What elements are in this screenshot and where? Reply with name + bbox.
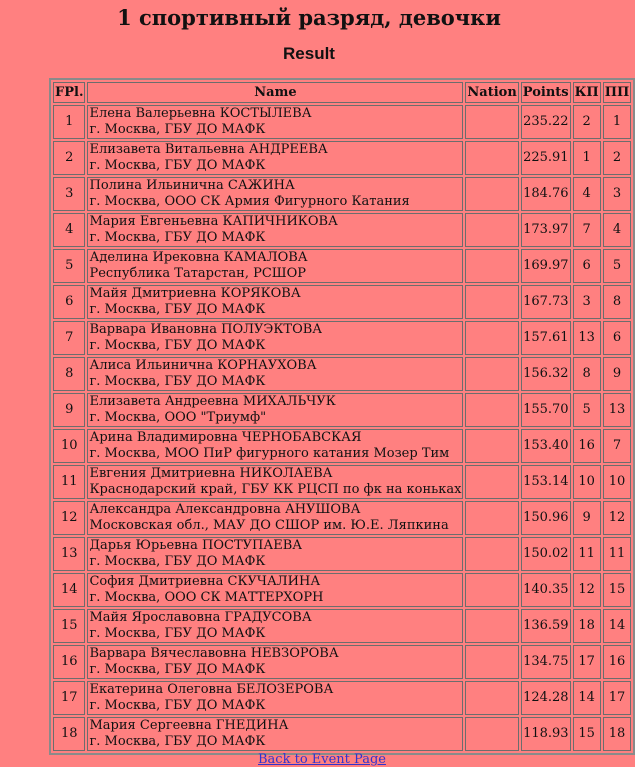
table-row <box>53 465 631 499</box>
cell-name <box>87 429 463 463</box>
cell-nation <box>465 249 518 283</box>
cell-points: 150.02 <box>521 537 571 571</box>
cell-nation <box>465 645 518 679</box>
cell-kp: 18 <box>573 609 601 643</box>
skater-name: Елизавета Витальевна АНДРЕЕВА <box>89 142 328 157</box>
cell-nation <box>465 465 518 499</box>
cell-nation <box>465 357 518 391</box>
cell-name <box>87 285 463 319</box>
skater-name: Майя Ярославовна ГРАДУСОВА <box>89 610 312 625</box>
cell-fpl: 15 <box>53 609 85 643</box>
skater-name: Елизавета Андреевна МИХАЛЬЧУК <box>89 394 336 409</box>
cell-nation <box>465 429 518 463</box>
cell-name <box>87 717 463 751</box>
cell-kp: 7 <box>573 213 601 247</box>
cell-fpl: 18 <box>53 717 85 751</box>
skater-name: Мария Сергеевна ГНЕДИНА <box>89 718 289 733</box>
section-title: Result <box>283 44 335 63</box>
cell-points: 134.75 <box>521 645 571 679</box>
table-row <box>53 321 631 355</box>
header-kp: КП <box>573 82 601 103</box>
cell-kp: 5 <box>573 393 601 427</box>
skater-club: г. Москва, МОО ПиР фигурного катания Мозер Тим <box>89 446 450 461</box>
cell-fpl: 10 <box>53 429 85 463</box>
skater-club: г. Москва, ГБУ ДО МАФК <box>89 374 266 389</box>
table-row <box>53 717 631 751</box>
skater-club: г. Москва, ГБУ ДО МАФК <box>89 626 266 641</box>
skater-club: Республика Татарстан, РСШОР <box>89 266 307 281</box>
skater-club: г. Москва, ГБУ ДО МАФК <box>89 698 266 713</box>
cell-kp: 3 <box>573 285 601 319</box>
cell-fpl: 17 <box>53 681 85 715</box>
cell-kp: 10 <box>573 465 601 499</box>
cell-fpl: 7 <box>53 321 85 355</box>
cell-fpl: 6 <box>53 285 85 319</box>
cell-points: 124.28 <box>521 681 571 715</box>
cell-pp: 16 <box>603 645 632 679</box>
table-row <box>53 645 631 679</box>
table-row <box>53 357 631 391</box>
cell-nation <box>465 177 518 211</box>
cell-nation <box>465 537 518 571</box>
cell-name <box>87 249 463 283</box>
skater-name: Екатерина Олеговна БЕЛОЗЕРОВА <box>89 682 334 697</box>
table-row <box>53 609 631 643</box>
page-title: 1 спортивный разряд, девочки <box>117 5 501 30</box>
cell-nation <box>465 321 518 355</box>
cell-pp: 5 <box>603 249 632 283</box>
table-row <box>53 537 631 571</box>
header-fpl: FPl. <box>53 82 85 103</box>
cell-points: 153.40 <box>521 429 571 463</box>
header-nation: Nation <box>465 82 518 103</box>
cell-nation <box>465 609 518 643</box>
table-row <box>53 249 631 283</box>
cell-name <box>87 609 463 643</box>
cell-kp: 17 <box>573 645 601 679</box>
cell-pp: 10 <box>603 465 632 499</box>
cell-points: 235.22 <box>521 105 571 139</box>
results-table <box>49 78 635 755</box>
cell-name <box>87 357 463 391</box>
cell-kp: 11 <box>573 537 601 571</box>
header-pp: ПП <box>603 82 632 103</box>
skater-club: г. Москва, ГБУ ДО МАФК <box>89 662 266 677</box>
cell-name <box>87 105 463 139</box>
cell-fpl: 2 <box>53 141 85 175</box>
cell-pp: 13 <box>603 393 632 427</box>
cell-fpl: 13 <box>53 537 85 571</box>
skater-name: Варвара Вячеславовна НЕВЗОРОВА <box>89 646 339 661</box>
skater-name: Варвара Ивановна ПОЛУЭКТОВА <box>89 322 323 337</box>
cell-kp: 9 <box>573 501 601 535</box>
cell-name <box>87 501 463 535</box>
cell-pp: 18 <box>603 717 632 751</box>
cell-pp: 2 <box>603 141 632 175</box>
cell-nation <box>465 501 518 535</box>
skater-name: Аделина Ирековна КАМАЛОВА <box>89 250 308 265</box>
cell-fpl: 4 <box>53 213 85 247</box>
cell-pp: 11 <box>603 537 632 571</box>
cell-kp: 1 <box>573 141 601 175</box>
cell-pp: 12 <box>603 501 632 535</box>
table-row <box>53 573 631 607</box>
table-row <box>53 681 631 715</box>
table-row <box>53 501 631 535</box>
cell-points: 173.97 <box>521 213 571 247</box>
skater-club: г. Москва, ГБУ ДО МАФК <box>89 230 266 245</box>
cell-points: 118.93 <box>521 717 571 751</box>
cell-fpl: 11 <box>53 465 85 499</box>
table-row <box>53 213 631 247</box>
cell-points: 140.35 <box>521 573 571 607</box>
skater-club: г. Москва, ГБУ ДО МАФК <box>89 122 266 137</box>
cell-fpl: 12 <box>53 501 85 535</box>
skater-club: г. Москва, ООО СК Армия Фигурного Катания <box>89 194 410 209</box>
skater-name: Полина Ильинична САЖИНА <box>89 178 295 193</box>
cell-points: 150.96 <box>521 501 571 535</box>
cell-nation <box>465 285 518 319</box>
cell-name <box>87 177 463 211</box>
table-row <box>53 285 631 319</box>
cell-nation <box>465 681 518 715</box>
skater-club: г. Москва, ГБУ ДО МАФК <box>89 302 266 317</box>
skater-club: г. Москва, ГБУ ДО МАФК <box>89 158 266 173</box>
skater-name: Александра Александровна АНУШОВА <box>89 502 361 517</box>
table-row <box>53 141 631 175</box>
skater-club: Краснодарский край, ГБУ КК РЦСП по фк на коньках <box>89 482 462 497</box>
cell-pp: 6 <box>603 321 632 355</box>
cell-nation <box>465 105 518 139</box>
cell-nation <box>465 213 518 247</box>
skater-club: г. Москва, ООО "Триумф" <box>89 410 267 425</box>
cell-points: 156.32 <box>521 357 571 391</box>
cell-fpl: 3 <box>53 177 85 211</box>
skater-name: София Дмитриевна СКУЧАЛИНА <box>89 574 321 589</box>
cell-kp: 2 <box>573 105 601 139</box>
cell-nation <box>465 393 518 427</box>
cell-name <box>87 213 463 247</box>
cell-name <box>87 645 463 679</box>
cell-fpl: 1 <box>53 105 85 139</box>
cell-points: 155.70 <box>521 393 571 427</box>
cell-name <box>87 681 463 715</box>
cell-pp: 4 <box>603 213 632 247</box>
cell-points: 167.73 <box>521 285 571 319</box>
cell-kp: 13 <box>573 321 601 355</box>
cell-fpl: 9 <box>53 393 85 427</box>
cell-fpl: 5 <box>53 249 85 283</box>
cell-fpl: 8 <box>53 357 85 391</box>
header-points: Points <box>521 82 571 103</box>
cell-pp: 3 <box>603 177 632 211</box>
table-row <box>53 105 631 139</box>
cell-name <box>87 465 463 499</box>
cell-pp: 8 <box>603 285 632 319</box>
cell-nation <box>465 141 518 175</box>
skater-club: г. Москва, ГБУ ДО МАФК <box>89 554 266 569</box>
cell-name <box>87 321 463 355</box>
header-name: Name <box>87 82 463 103</box>
cell-points: 157.61 <box>521 321 571 355</box>
cell-points: 169.97 <box>521 249 571 283</box>
cell-nation <box>465 717 518 751</box>
cell-points: 153.14 <box>521 465 571 499</box>
cell-kp: 6 <box>573 249 601 283</box>
cell-kp: 8 <box>573 357 601 391</box>
cell-name <box>87 393 463 427</box>
cell-fpl: 14 <box>53 573 85 607</box>
skater-club: г. Москва, ГБУ ДО МАФК <box>89 338 266 353</box>
cell-kp: 4 <box>573 177 601 211</box>
skater-club: г. Москва, ГБУ ДО МАФК <box>89 734 266 749</box>
cell-kp: 14 <box>573 681 601 715</box>
cell-name <box>87 537 463 571</box>
cell-pp: 17 <box>603 681 632 715</box>
skater-name: Алиса Ильинична КОРНАУХОВА <box>89 358 317 373</box>
cell-pp: 7 <box>603 429 632 463</box>
cell-points: 136.59 <box>521 609 571 643</box>
skater-name: Майя Дмитриевна КОРЯКОВА <box>89 286 301 301</box>
skater-name: Дарья Юрьевна ПОСТУПАЕВА <box>89 538 303 553</box>
cell-pp: 15 <box>603 573 632 607</box>
cell-nation <box>465 573 518 607</box>
cell-pp: 14 <box>603 609 632 643</box>
table-row <box>53 393 631 427</box>
table-row <box>53 429 631 463</box>
back-to-event-link[interactable]: Back to Event Page <box>258 752 386 767</box>
skater-name: Елена Валерьевна КОСТЫЛЕВА <box>89 106 312 121</box>
cell-kp: 16 <box>573 429 601 463</box>
table-row <box>53 177 631 211</box>
skater-club: Московская обл., МАУ ДО СШОР им. Ю.Е. Ляпкина <box>89 518 449 533</box>
skater-name: Арина Владимировна ЧЕРНОБАВСКАЯ <box>89 430 362 445</box>
cell-kp: 15 <box>573 717 601 751</box>
cell-pp: 9 <box>603 357 632 391</box>
cell-kp: 12 <box>573 573 601 607</box>
cell-points: 184.76 <box>521 177 571 211</box>
cell-name <box>87 141 463 175</box>
cell-name <box>87 573 463 607</box>
skater-name: Мария Евгеньевна КАПИЧНИКОВА <box>89 214 338 229</box>
skater-name: Евгения Дмитриевна НИКОЛАЕВА <box>89 466 333 481</box>
table-header-row <box>53 82 631 103</box>
cell-fpl: 16 <box>53 645 85 679</box>
cell-points: 225.91 <box>521 141 571 175</box>
skater-club: г. Москва, ООО СК МАТТЕРХОРН <box>89 590 324 605</box>
cell-pp: 1 <box>603 105 632 139</box>
